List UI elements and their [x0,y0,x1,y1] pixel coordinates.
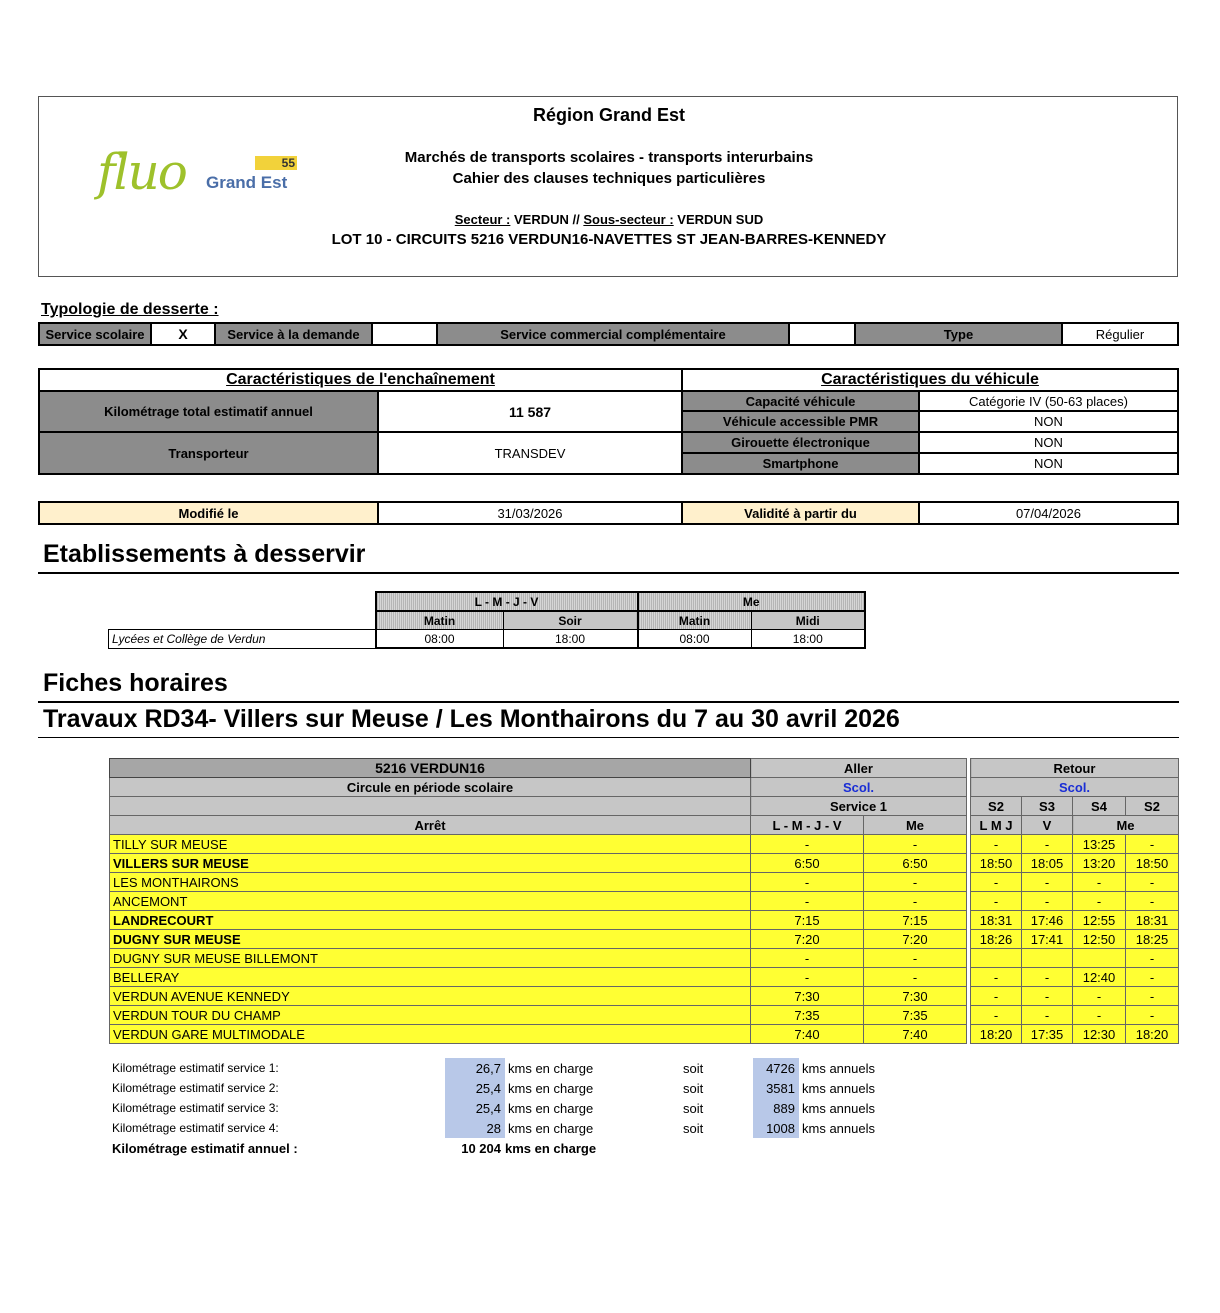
time-cell: - [1022,835,1073,854]
circuit-name: 5216 VERDUN16 [110,759,751,778]
time-cell: - [864,892,967,911]
time-cell: - [751,892,864,911]
service-commercial-value [789,323,855,345]
time-cell: 7:15 [751,911,864,930]
smartphone-value: NON [919,453,1178,474]
time-cell: 7:40 [751,1025,864,1044]
header-box [38,96,1178,277]
time-cell [1073,949,1126,968]
km-label: Kilométrage estimatif service 4: [112,1121,279,1135]
schedule-table [109,758,1179,1044]
stop-name: ANCEMONT [110,892,751,911]
time-cell: - [864,873,967,892]
time-cell: 6:50 [864,854,967,873]
time-cell: 17:35 [1022,1025,1073,1044]
time-cell: 7:15 [864,911,967,930]
km-total-annual-value: 10 204 [461,1140,501,1156]
time-cell: 18:26 [971,930,1022,949]
validite-value: 07/04/2026 [919,502,1178,524]
dates-table [38,501,1179,525]
circule-label: Circule en période scolaire [110,778,751,797]
time-cell: - [971,1006,1022,1025]
time-cell: 18:20 [971,1025,1022,1044]
fiches-title: Fiches horaires [43,669,228,697]
time-cell: 18:05 [1022,854,1073,873]
time-cell: 7:30 [864,987,967,1006]
table-row [110,987,1179,1006]
time-cell: - [1126,873,1179,892]
time-cell: - [1073,1006,1126,1025]
etablissements-rule [38,572,1179,574]
time-cell: - [1073,987,1126,1006]
retour-days-v: V [1022,816,1073,835]
time-cell: - [1126,835,1179,854]
time-cell: 6:50 [751,854,864,873]
validite-label: Validité à partir du [682,502,919,524]
service1-label: Service 1 [751,797,967,816]
time-cell: 7:20 [864,930,967,949]
transporteur-value: TRANSDEV [378,432,682,474]
time-cell [971,949,1022,968]
aller-header: Aller [751,759,967,778]
transporteur-label: Transporteur [39,432,378,474]
time-cell: - [1022,1006,1073,1025]
km-annual-unit: kms annuels [802,1120,875,1136]
retour-header: Retour [971,759,1179,778]
time-cell: 18:25 [1126,930,1179,949]
time-cell: 18:50 [1126,854,1179,873]
vehicule-title: Caractéristiques du véhicule [682,369,1178,391]
etab-group-lmjv: L - M - J - V [376,592,638,611]
girouette-label: Girouette électronique [682,432,919,453]
time-cell: - [971,987,1022,1006]
stop-name: VERDUN GARE MULTIMODALE [110,1025,751,1044]
km-value: 26,7 [445,1058,505,1078]
modifie-label: Modifié le [39,502,378,524]
time-cell: - [751,968,864,987]
km-unit: kms en charge [508,1080,594,1096]
secteur-line [339,212,879,227]
time-cell: 18:31 [1126,911,1179,930]
time-cell [1022,949,1073,968]
km-annual-unit: kms annuels [802,1060,875,1076]
time-cell: 7:30 [751,987,864,1006]
etablissements-table [108,591,866,649]
pmr-label: Véhicule accessible PMR [682,411,919,432]
time-cell: - [1126,968,1179,987]
km-annual: 4726 [753,1058,799,1078]
km-value: 25,4 [445,1098,505,1118]
time-cell: 18:31 [971,911,1022,930]
km-total-annual-label: Kilométrage estimatif annuel : [112,1140,298,1156]
time-cell: 13:25 [1073,835,1126,854]
km-row [109,1118,889,1138]
stop-name: VERDUN TOUR DU CHAMP [110,1006,751,1025]
time-cell: - [864,949,967,968]
km-total-label: Kilométrage total estimatif annuel [39,391,378,432]
retour-days-me: Me [1073,816,1179,835]
table-row [110,854,1179,873]
time-cell: - [1126,1006,1179,1025]
typologie-title: Typologie de desserte : [41,301,219,318]
time-cell: - [864,968,967,987]
service-s4: S4 [1073,797,1126,816]
caracteristiques-table [38,368,1179,475]
girouette-value: NON [919,432,1178,453]
table-row [110,1006,1179,1025]
time-cell: 7:35 [751,1006,864,1025]
km-row [109,1098,889,1118]
time-cell: 7:35 [864,1006,967,1025]
service-s2-a: S2 [971,797,1022,816]
time-cell: 12:50 [1073,930,1126,949]
time-cell: - [1126,949,1179,968]
time-cell: - [864,835,967,854]
time-cell: - [971,835,1022,854]
time-cell: - [751,835,864,854]
table-row [110,892,1179,911]
time-cell: 18:20 [1126,1025,1179,1044]
capacite-value: Catégorie IV (50-63 places) [919,391,1178,411]
typologie-table [38,322,1179,346]
service-s2-b: S2 [1126,797,1179,816]
km-label: Kilométrage estimatif service 2: [112,1081,279,1095]
service-demande-value [372,323,437,345]
table-row [110,835,1179,854]
header-line1: Marchés de transports scolaires - transports interurbains [404,149,814,166]
service-commercial-label: Service commercial complémentaire [437,323,789,345]
stop-name: VERDUN AVENUE KENNEDY [110,987,751,1006]
sous-secteur-value: VERDUN SUD [673,212,764,227]
sous-secteur-label: Sous-secteur : [583,212,674,227]
time-cell: 12:40 [1073,968,1126,987]
km-value: 25,4 [445,1078,505,1098]
time-cell: - [751,873,864,892]
time-cell: 17:46 [1022,911,1073,930]
service-demande-label: Service à la demande [215,323,372,345]
time-cell: 12:30 [1073,1025,1126,1044]
modifie-value: 31/03/2026 [378,502,682,524]
km-unit: kms en charge [508,1100,594,1116]
logo-badge: 55 [255,156,297,170]
service-s3: S3 [1022,797,1073,816]
time-cell: 17:41 [1022,930,1073,949]
time-cell: 7:20 [751,930,864,949]
etab-col-matin1: Matin [376,611,504,630]
stop-name: DUGNY SUR MEUSE BILLEMONT [110,949,751,968]
km-total-annual-unit: kms en charge [505,1140,597,1156]
time-cell: 18:50 [971,854,1022,873]
etab-value-matin1: 08:00 [376,630,504,649]
table-row [110,930,1179,949]
region-title: Région Grand Est [532,105,685,125]
km-row [109,1078,889,1098]
km-annual-unit: kms annuels [802,1080,875,1096]
aller-days-lmjv: L - M - J - V [751,816,864,835]
stop-name: LANDRECOURT [110,911,751,930]
time-cell: - [1022,873,1073,892]
kilometrage-table [109,1058,889,1158]
km-annual: 1008 [753,1118,799,1138]
time-cell: 7:40 [864,1025,967,1044]
etab-group-me: Me [638,592,866,611]
secteur-value: VERDUN // [510,212,584,227]
logo-word: fluo [97,143,186,201]
km-soit: soit [683,1060,704,1076]
enchainement-title: Caractéristiques de l'enchaînement [39,369,682,391]
fiches-subtitle-rule [38,737,1179,738]
capacite-label: Capacité véhicule [682,391,919,411]
service-scolaire-label: Service scolaire [39,323,151,345]
fiches-subtitle: Travaux RD34- Villers sur Meuse / Les Monthairons du 7 au 30 avril 2026 [43,705,900,733]
type-label: Type [855,323,1062,345]
time-cell: - [971,873,1022,892]
header-line2: Cahier des clauses techniques particulières [452,170,766,187]
km-unit: kms en charge [508,1120,594,1136]
time-cell: - [1073,892,1126,911]
service-scolaire-value: X [151,323,215,345]
time-cell: 12:55 [1073,911,1126,930]
aller-days-me: Me [864,816,967,835]
smartphone-label: Smartphone [682,453,919,474]
schedule-rows [110,835,1179,1044]
time-cell: - [1073,873,1126,892]
table-row [110,968,1179,987]
time-cell: - [1126,987,1179,1006]
aller-scol: Scol. [751,778,967,797]
time-cell: - [971,968,1022,987]
etab-col-midi: Midi [751,611,865,630]
time-cell: 13:20 [1073,854,1126,873]
table-row [110,1025,1179,1044]
etab-value-soir: 18:00 [503,630,638,649]
logo-region: Grand Est [206,173,288,192]
time-cell: - [1022,968,1073,987]
lot-title: LOT 10 - CIRCUITS 5216 VERDUN16-NAVETTES ST JEAN-BARRES-KENNEDY [331,231,887,248]
fluo-logo [97,143,307,209]
pmr-value: NON [919,411,1178,432]
table-row [110,873,1179,892]
etablissements-title: Etablissements à desservir [43,540,366,568]
stop-name: VILLERS SUR MEUSE [110,854,751,873]
km-annual: 3581 [753,1078,799,1098]
km-soit: soit [683,1100,704,1116]
table-row [110,949,1179,968]
etab-col-soir: Soir [503,611,638,630]
etab-name: Lycées et Collège de Verdun [109,630,376,649]
etab-value-midi: 18:00 [751,630,865,649]
km-value: 28 [445,1118,505,1138]
time-cell: - [1022,987,1073,1006]
stop-name: BELLERAY [110,968,751,987]
km-soit: soit [683,1080,704,1096]
stop-name: DUGNY SUR MEUSE [110,930,751,949]
km-unit: kms en charge [508,1060,594,1076]
time-cell: - [1126,892,1179,911]
etab-value-matin2: 08:00 [638,630,752,649]
type-value: Régulier [1062,323,1178,345]
stop-name: TILLY SUR MEUSE [110,835,751,854]
time-cell: - [971,892,1022,911]
retour-scol: Scol. [971,778,1179,797]
km-label: Kilométrage estimatif service 1: [112,1061,279,1075]
km-soit: soit [683,1120,704,1136]
km-annual-unit: kms annuels [802,1100,875,1116]
km-label: Kilométrage estimatif service 3: [112,1101,279,1115]
km-row [109,1058,889,1078]
time-cell: - [1022,892,1073,911]
table-row [110,911,1179,930]
arret-header: Arrêt [110,816,751,835]
fiches-rule [38,701,1179,703]
etab-col-matin2: Matin [638,611,752,630]
stop-name: LES MONTHAIRONS [110,873,751,892]
km-total-value: 11 587 [378,391,682,432]
time-cell: - [751,949,864,968]
secteur-label: Secteur : [454,212,511,227]
km-annual: 889 [753,1098,799,1118]
retour-days-lmj: L M J [971,816,1022,835]
